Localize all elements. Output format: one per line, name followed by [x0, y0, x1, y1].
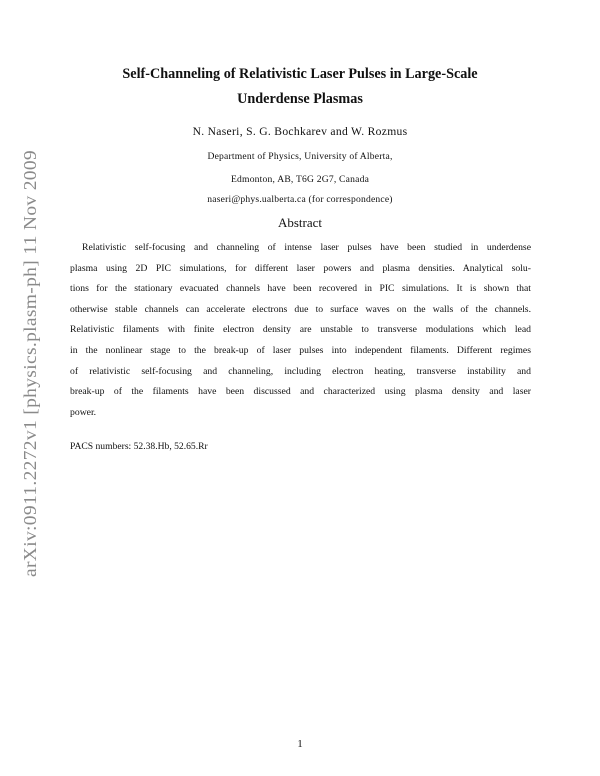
abstract-line: in the nonlinear stage to the break-up of laser pulses into independent filaments. Different regimes — [70, 344, 531, 356]
paper-title — [70, 62, 530, 112]
affiliation-department: Department of Physics, University of Alberta, — [207, 151, 393, 162]
abstract-body — [70, 238, 531, 423]
title-line: Underdense Plasmas — [237, 91, 363, 107]
abstract-line: Relativistic self-focusing and channeling of intense laser pulses have been studied in underdense — [82, 242, 531, 253]
correspondence-email: naseri@phys.ualberta.ca (for correspondence) — [207, 194, 393, 205]
arxiv-identifier-text: arXiv:0911.2272v1 [physics.plasm-ph] 11 Nov 2009 — [20, 193, 40, 577]
abstract-line: of relativistic self-focusing and channeling, including electron heating, transverse instability and — [70, 365, 531, 377]
abstract-line: power. — [70, 406, 97, 418]
abstract-line: tions for the stationary evacuated channels have been recovered in PIC simulations. It is shown that — [70, 283, 531, 295]
affiliation-address: Edmonton, AB, T6G 2G7, Canada — [230, 174, 370, 185]
abstract-line: otherwise stable channels can accelerate electrons due to surface waves on the walls of the channels. — [70, 303, 531, 315]
arxiv-identifier-stamp — [6, 150, 50, 580]
abstract-heading: Abstract — [277, 215, 323, 230]
abstract-line: plasma using 2D PIC simulations, for different laser powers and plasma densities. Analytical solu- — [70, 262, 531, 274]
abstract-line: break-up of the filaments have been discussed and characterized using plasma density and laser — [70, 386, 531, 398]
pacs-numbers: PACS numbers: 52.38.Hb, 52.65.Rr — [70, 441, 208, 452]
title-line: Self-Channeling of Relativistic Laser Pulses in Large-Scale — [122, 66, 478, 82]
page-number: 1 — [297, 738, 303, 750]
abstract-line: Relativistic filaments with finite electron density are unstable to transverse modulations which lead — [70, 324, 531, 336]
author-list: N. Naseri, S. G. Bochkarev and W. Rozmus — [192, 125, 408, 138]
